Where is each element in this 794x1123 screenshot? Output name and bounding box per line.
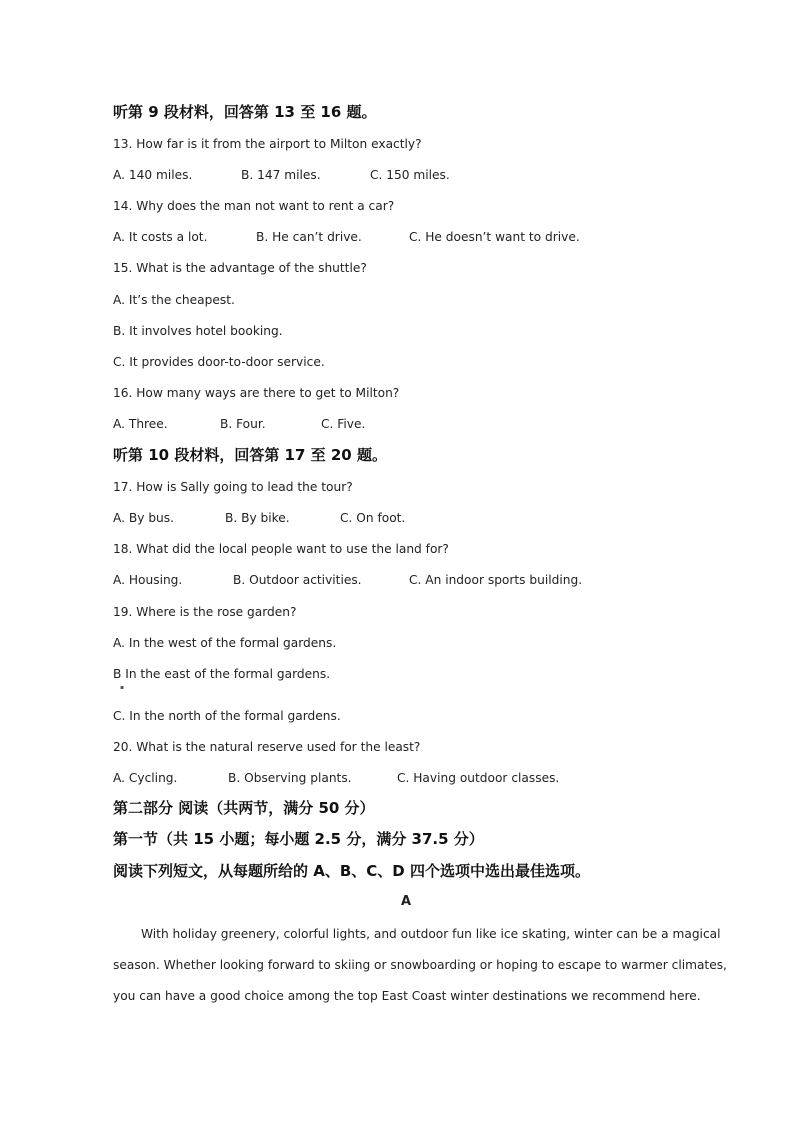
- option-b: B. Outdoor activities.: [233, 573, 362, 587]
- passage-line-1: With holiday greenery, colorful lights, and outdoor fun like ice skating, winter can be a magical: [141, 927, 721, 941]
- passage-line-2: season. Whether looking forward to skiing or snowboarding or hoping to escape to warmer climates,: [113, 958, 727, 972]
- question-19: 19. Where is the rose garden?: [113, 605, 297, 619]
- option-a: A. Cycling.: [113, 771, 178, 785]
- option-b: B. Four.: [220, 417, 266, 431]
- option-c: C. He doesn’t want to drive.: [409, 230, 580, 244]
- option-15-a: A. It’s the cheapest.: [113, 293, 235, 307]
- passage-line-3: you can have a good choice among the top East Coast winter destinations we recommend here.: [113, 989, 701, 1003]
- option-19-c: C. In the north of the formal gardens.: [113, 709, 341, 723]
- option-19-a: A. In the west of the formal gardens.: [113, 636, 337, 650]
- part-two-heading: 第二部分 阅读（共两节，满分 50 分）: [113, 799, 375, 817]
- option-c: C. Having outdoor classes.: [397, 771, 560, 785]
- question-13: 13. How far is it from the airport to Milton exactly?: [113, 137, 422, 151]
- option-c: C. On foot.: [340, 511, 406, 525]
- question-18: 18. What did the local people want to use the land for?: [113, 542, 449, 556]
- question-20: 20. What is the natural reserve used for the least?: [113, 740, 421, 754]
- section-heading-10: 听第 10 段材料，回答第 17 至 20 题。: [113, 446, 387, 464]
- question-16: 16. How many ways are there to get to Milton?: [113, 386, 400, 400]
- option-19-b: B In the east of the formal gardens.: [113, 667, 331, 681]
- option-b: B. He can’t drive.: [256, 230, 362, 244]
- option-15-b: B. It involves hotel booking.: [113, 324, 283, 338]
- question-15: 15. What is the advantage of the shuttle?: [113, 261, 367, 275]
- section-heading-9: 听第 9 段材料，回答第 13 至 16 题。: [113, 103, 377, 121]
- question-14: 14. Why does the man not want to rent a car?: [113, 199, 395, 213]
- passage-label: A: [400, 894, 412, 909]
- option-b: B. 147 miles.: [241, 168, 321, 182]
- option-c: C. An indoor sports building.: [409, 573, 583, 587]
- option-a: A. By bus.: [113, 511, 175, 525]
- option-b: B. Observing plants.: [228, 771, 352, 785]
- question-17: 17. How is Sally going to lead the tour?: [113, 480, 353, 494]
- instruction-heading: 阅读下列短文，从每题所给的 A、B、C、D 四个选项中选出最佳选项。: [113, 862, 590, 880]
- option-c: C. 150 miles.: [370, 168, 450, 182]
- stray-dot: ▪: [120, 684, 125, 691]
- option-a: A. Three.: [113, 417, 168, 431]
- option-a: A. It costs a lot.: [113, 230, 208, 244]
- option-15-c: C. It provides door-to-door service.: [113, 355, 325, 369]
- option-c: C. Five.: [321, 417, 366, 431]
- option-b: B. By bike.: [225, 511, 290, 525]
- option-a: A. 140 miles.: [113, 168, 193, 182]
- section-one-heading: 第一节（共 15 小题；每小题 2.5 分，满分 37.5 分）: [113, 830, 484, 848]
- option-a: A. Housing.: [113, 573, 183, 587]
